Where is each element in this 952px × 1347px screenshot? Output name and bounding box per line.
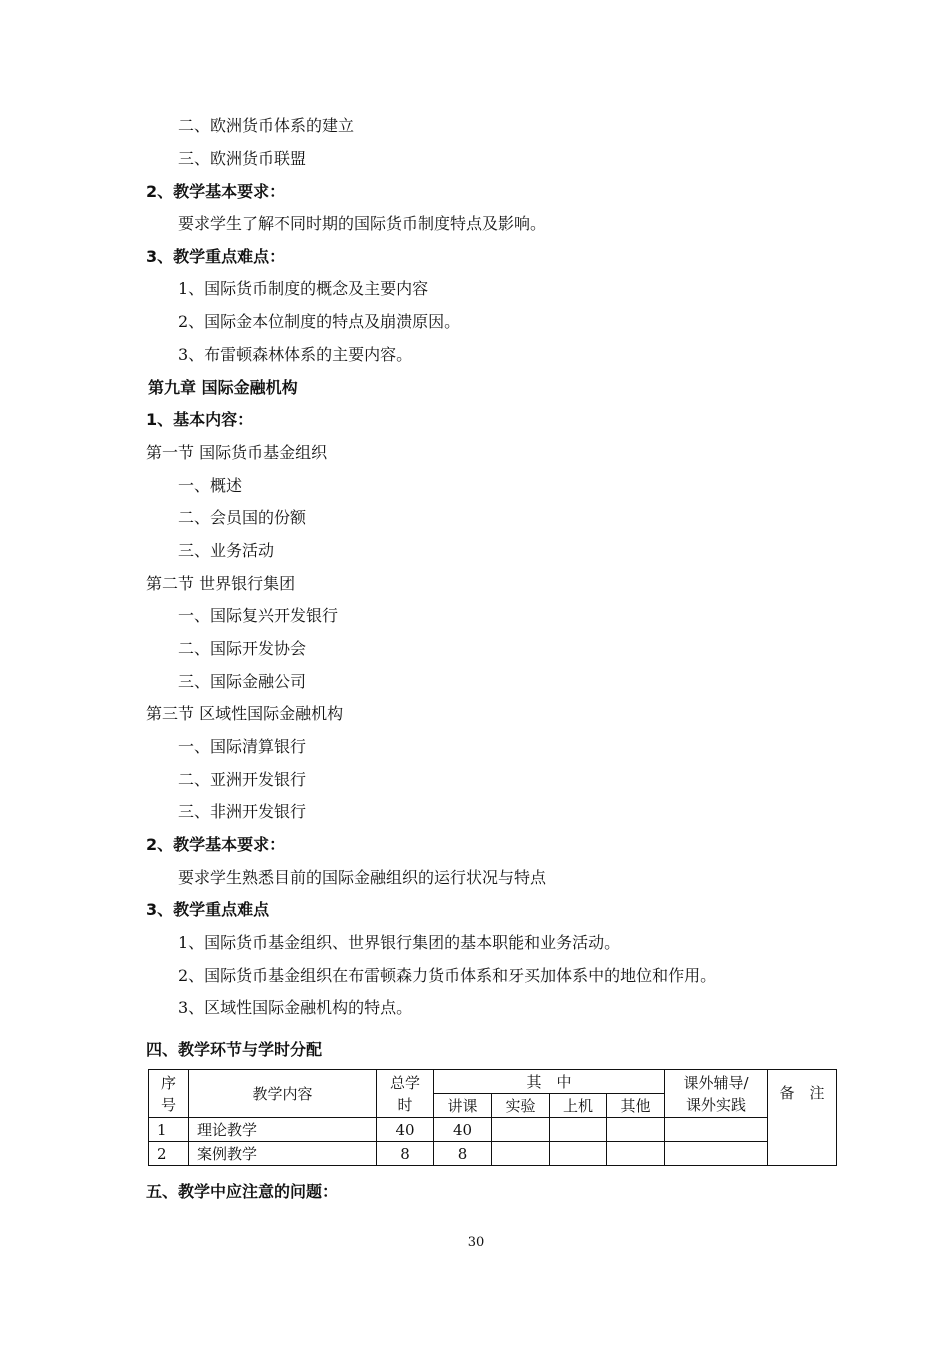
text-line: 一、国际复兴开发银行 [178,606,339,625]
header-lecture: 讲课 [434,1094,492,1118]
table-row [149,1142,837,1166]
cell-computer [550,1142,607,1166]
text-line: 要求学生熟悉目前的国际金融组织的运行状况与特点 [178,868,547,887]
cell-other [607,1142,665,1166]
section-heading: 3、教学重点难点 [146,900,270,919]
cell-lab [492,1142,550,1166]
text-line: 三、业务活动 [178,541,275,560]
section-heading: 五、教学中应注意的问题： [146,1182,339,1201]
table-header-row [149,1070,837,1094]
chapter-heading: 第九章 国际金融机构 [148,378,298,397]
section-heading: 2、教学基本要求： [146,835,286,854]
cell-extra [665,1142,768,1166]
page-number: 30 [467,1235,485,1250]
text-line: 二、国际开发协会 [178,639,307,658]
text-line: 要求学生了解不同时期的国际货币制度特点及影响。 [178,214,547,233]
text-line: 三、国际金融公司 [178,672,307,691]
cell-seq: 1 [149,1118,189,1142]
text-line: 第三节 区域性国际金融机构 [146,704,344,723]
cell-content: 案例教学 [189,1142,377,1166]
text-line: 2、国际金本位制度的特点及崩溃原因。 [178,312,461,331]
text-line: 1、国际货币基金组织、世界银行集团的基本职能和业务活动。 [178,933,621,952]
text-line: 3、区域性国际金融机构的特点。 [178,998,413,1017]
header-content: 教学内容 [189,1070,377,1118]
text-line: 二、亚洲开发银行 [178,770,307,789]
text-line: 二、会员国的份额 [178,508,307,527]
text-line: 2、国际货币基金组织在布雷顿森力货币体系和牙买加体系中的地位和作用。 [178,966,717,985]
section-heading: 2、教学基本要求： [146,182,286,201]
cell-computer [550,1118,607,1142]
text-line: 第二节 世界银行集团 [146,574,296,593]
section-heading: 3、教学重点难点： [146,247,286,266]
section-heading: 1、基本内容： [146,410,254,429]
cell-content: 理论教学 [189,1118,377,1142]
cell-other [607,1118,665,1142]
cell-lecture: 8 [434,1142,492,1166]
header-other: 其他 [607,1094,665,1118]
section-heading: 四、教学环节与学时分配 [146,1040,323,1059]
header-lab: 实验 [492,1094,550,1118]
cell-extra [665,1118,768,1142]
text-line: 3、布雷顿森林体系的主要内容。 [178,345,413,364]
header-computer: 上机 [550,1094,607,1118]
header-extracurricular: 课外辅导/ 课外实践 [665,1070,768,1118]
text-line: 三、非洲开发银行 [178,802,307,821]
header-total-hours: 总学 时 [377,1070,434,1118]
text-line: 一、概述 [178,476,243,495]
header-remark: 备 注 [768,1070,837,1166]
cell-total: 40 [377,1118,434,1142]
text-line: 第一节 国际货币基金组织 [146,443,328,462]
text-line: 三、欧洲货币联盟 [178,149,307,168]
cell-lecture: 40 [434,1118,492,1142]
cell-seq: 2 [149,1142,189,1166]
text-line: 1、国际货币制度的概念及主要内容 [178,279,429,298]
table-row [149,1118,837,1142]
cell-lab [492,1118,550,1142]
text-line: 二、欧洲货币体系的建立 [178,116,355,135]
text-line: 一、国际清算银行 [178,737,307,756]
header-among: 其 中 [434,1070,665,1094]
hours-allocation-table [148,1069,837,1166]
header-seq: 序 号 [149,1070,189,1118]
cell-total: 8 [377,1142,434,1166]
